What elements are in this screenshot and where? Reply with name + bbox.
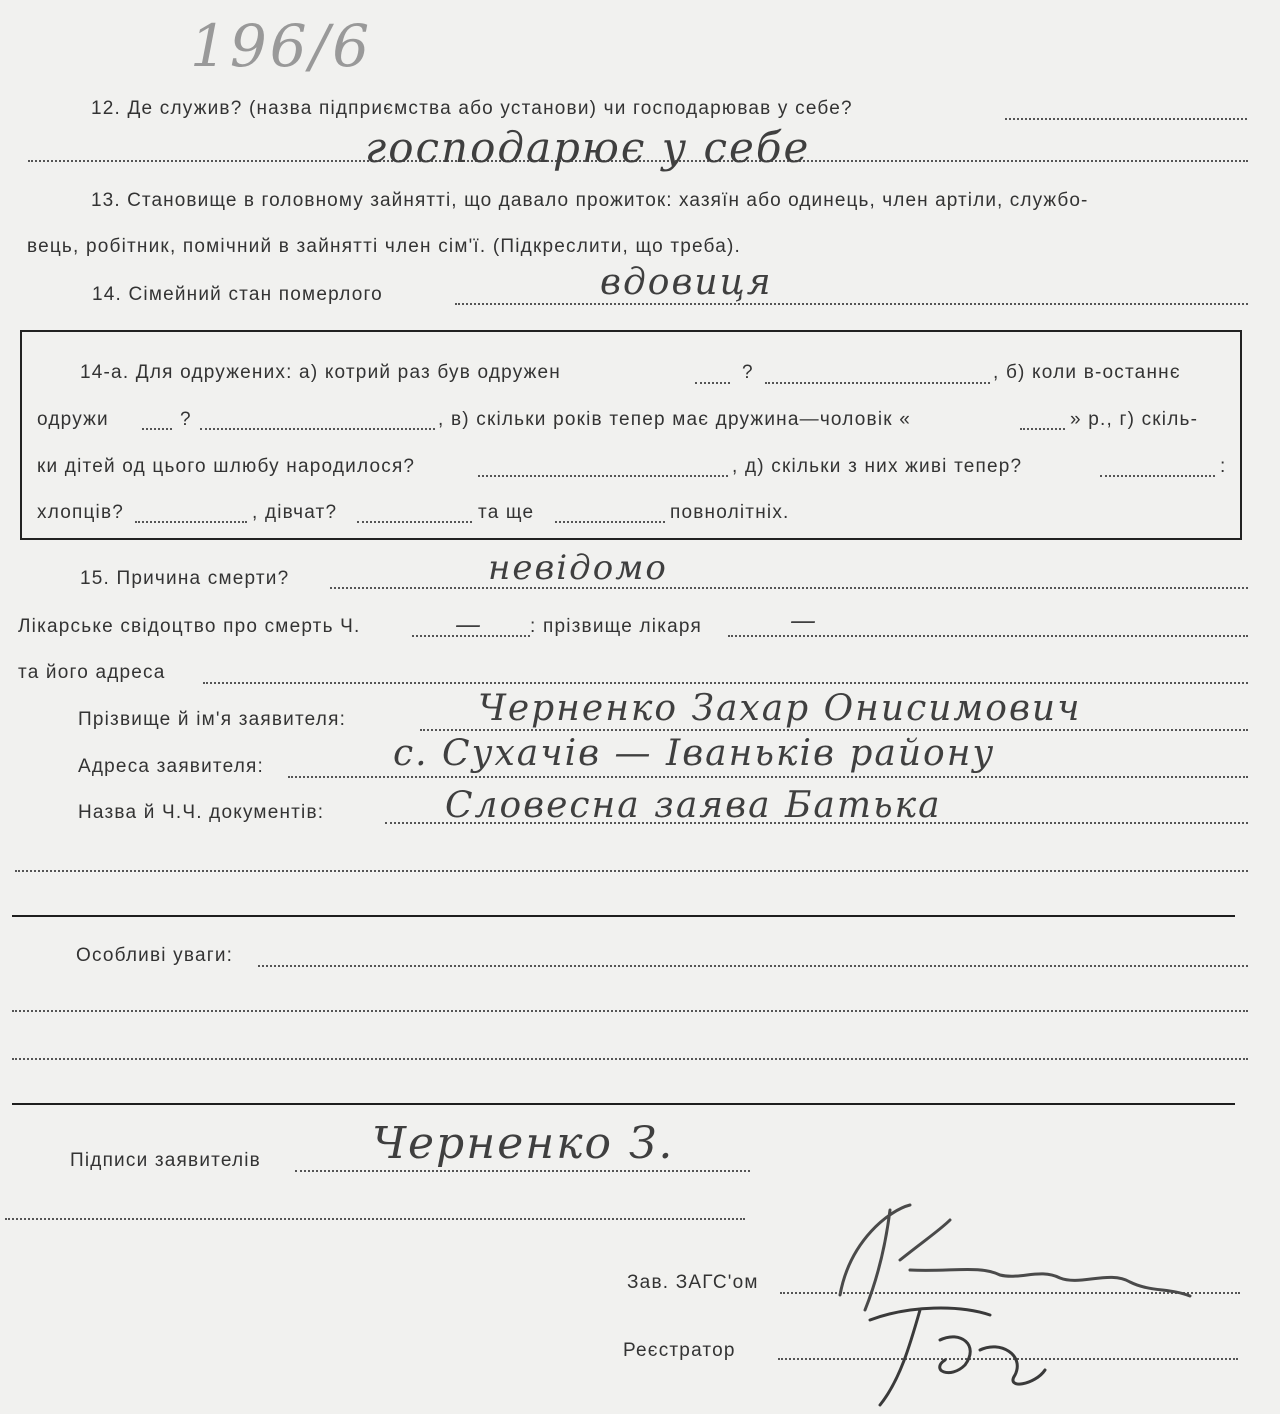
q14a-line4-girls: , дівчат? <box>252 502 338 523</box>
q14a-dots-girls <box>357 521 472 523</box>
doctor-label: : прізвище лікаря <box>530 616 702 637</box>
q14a-line1-label: 14-а. Для одружених: а) котрий раз був одружен <box>80 362 561 383</box>
q13-line2: вець, робітник, помічний в зайнятті член сім'ї. (Підкреслити, що треба). <box>27 236 741 257</box>
q14-answer: вдовиця <box>600 262 773 303</box>
medical-label: Лікарське свідоцтво про смерть Ч. <box>18 616 361 637</box>
signatures-label: Підписи заявителів <box>70 1150 261 1171</box>
q14a-dots-alive <box>1100 475 1215 477</box>
q14a-line3-c: : <box>1220 456 1227 477</box>
applicant-address-label: Адреса заявителя: <box>78 756 264 777</box>
q13-line1: 13. Становище в головному зайнятті, що давало прожиток: хазяїн або одинець, член артіли, службо- <box>91 190 1089 211</box>
q14a-dots-line1 <box>765 382 990 384</box>
q14a-dots-minors <box>555 521 665 523</box>
q14a-line2-c: » р., г) скіль- <box>1070 409 1199 430</box>
q14a-dots-married2 <box>200 428 435 430</box>
q14a-dots-age <box>1020 428 1065 430</box>
documents-label: Назва й Ч.Ч. документів: <box>78 802 325 823</box>
remarks-dots-2 <box>12 1010 1248 1012</box>
q14a-dots-married1 <box>142 428 172 430</box>
remarks-dots-3 <box>12 1058 1248 1060</box>
zags-label: Зав. ЗАГС'ом <box>627 1272 759 1293</box>
q15-label: 15. Причина смерти? <box>80 568 290 589</box>
q15-answer: невідомо <box>488 548 668 588</box>
q14a-dots-born <box>478 475 728 477</box>
registrar-label: Реєстратор <box>623 1340 736 1361</box>
q14-dots <box>455 303 1248 305</box>
applicant-name-dots <box>420 729 1248 731</box>
q14a-line2-label: одружи <box>37 409 109 430</box>
q14a-line2-b: , в) скільки років тепер має дружина—чоловік « <box>438 409 912 430</box>
signatures-dots-2 <box>5 1218 745 1220</box>
remarks-label: Особливі уваги: <box>76 945 234 966</box>
applicant-address-dots <box>288 776 1248 778</box>
doctor-address-label: та його адреса <box>18 662 166 683</box>
section-rule-2 <box>12 1103 1235 1105</box>
q14a-line1-q: ? <box>742 362 754 383</box>
medical-number: — <box>455 610 483 640</box>
applicant-address: с. Сухачів — Іваньків району <box>393 733 996 774</box>
q15-dots <box>330 587 1248 589</box>
documents-extra-line <box>15 870 1248 872</box>
archive-number: 196/6 <box>190 12 373 80</box>
q12-dots <box>1005 118 1247 120</box>
registrar-signature <box>850 1300 1050 1410</box>
q14a-line3-b: , д) скільки з них живі тепер? <box>732 456 1023 477</box>
signatures-dots <box>295 1170 750 1172</box>
q14-label: 14. Сімейний стан померлого <box>92 284 383 305</box>
q14a-line4-more: та ще <box>478 502 535 523</box>
q14a-dots-boys <box>135 521 247 523</box>
q12-label: 12. Де служив? (назва підприємства або установи) чи господарював у себе? <box>91 98 853 119</box>
documents: Словесна заява Батька <box>445 785 942 826</box>
applicant-name-label: Прізвище й ім'я заявителя: <box>78 709 347 730</box>
remarks-dots-1 <box>258 965 1248 967</box>
applicant-name: Черненко Захар Онисимович <box>478 688 1082 729</box>
doctor-address-dots <box>203 682 1248 684</box>
q12-answer: господарює у себе <box>365 123 811 172</box>
q14a-line1-b: , б) коли в-останнє <box>993 362 1181 383</box>
q14a-line2-q: ? <box>180 409 192 430</box>
q14a-line4-label: хлопців? <box>37 502 125 523</box>
q14a-line3-label: ки дітей од цього шлюбу народилося? <box>37 456 416 477</box>
applicant-signature: Черненко З. <box>372 1118 675 1169</box>
section-rule-1 <box>12 915 1235 917</box>
q14a-dots-times <box>695 382 730 384</box>
q14a-line4-minors: повнолітніх. <box>670 502 790 523</box>
doctor-name: — <box>790 606 818 636</box>
